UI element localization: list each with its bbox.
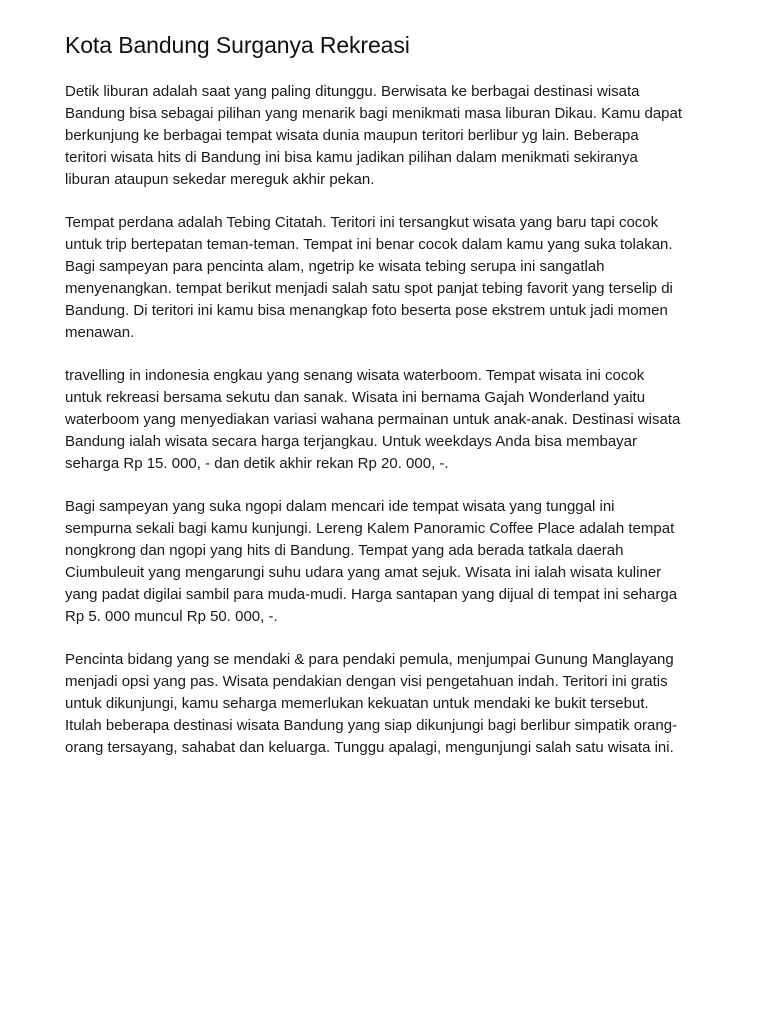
text-line: teritori wisata hits di Bandung ini bisa kamu jadikan pilihan dalam menikmati sekiranya	[65, 149, 638, 166]
paragraph-2	[65, 212, 704, 344]
text-line: liburan ataupun sekedar mereguk akhir pekan.	[65, 171, 375, 188]
text-line: Ciumbuleuit yang mengarungi suhu udara yang amat sejuk. Wisata ini ialah wisata kuliner	[65, 564, 662, 581]
paragraph-4	[65, 496, 704, 628]
text-line: Pencinta bidang yang se mendaki & para pendaki pemula, menjumpai Gunung Manglayang	[65, 651, 674, 668]
text-line: seharga Rp 15. 000, - dan detik akhir rekan Rp 20. 000, -.	[65, 455, 449, 472]
text-line: Bandung. Di teritori ini kamu bisa menangkap foto beserta pose ekstrem untuk jadi momen	[65, 302, 668, 319]
text-line: berkunjung ke berbagai tempat wisata dunia maupun teritori berlibur yg lain. Beberapa	[65, 127, 639, 144]
document-body	[65, 81, 704, 759]
text-line: Tempat perdana adalah Tebing Citatah. Teritori ini tersangkut wisata yang baru tapi cocok	[65, 214, 659, 231]
document-title: Kota Bandung Surganya Rekreasi	[65, 32, 410, 58]
text-line: yang padat digilai sambil para muda-mudi. Harga santapan yang dijual di tempat ini seharga	[65, 586, 678, 603]
text-line: Detik liburan adalah saat yang paling ditunggu. Berwisata ke berbagai destinasi wisata	[65, 83, 640, 100]
text-line: Rp 5. 000 muncul Rp 50. 000, -.	[65, 608, 278, 625]
text-line: untuk trip bertepatan teman-teman. Tempat ini benar cocok dalam kamu yang suka tolakan.	[65, 236, 673, 253]
paragraph-3	[65, 365, 704, 475]
text-line: Bagi sampeyan para pencinta alam, ngetrip ke wisata tebing serupa ini sangatlah	[65, 258, 605, 275]
paragraph-1	[65, 81, 704, 191]
text-line: Itulah beberapa destinasi wisata Bandung yang siap dikunjungi bagi berlibur simpatik orang-	[65, 717, 678, 734]
text-line: Bandung ialah wisata secara harga terjangkau. Untuk weekdays Anda bisa membayar	[65, 433, 638, 450]
text-line: Bandung bisa sebagai pilihan yang menarik bagi menikmati masa liburan Dikau. Kamu dapat	[65, 105, 683, 122]
text-line: menjadi opsi yang pas. Wisata pendakian dengan visi pengetahuan indah. Teritori ini gratis	[65, 673, 668, 690]
text-line: Bagi sampeyan yang suka ngopi dalam mencari ide tempat wisata yang tunggal ini	[65, 498, 615, 515]
text-line: menawan.	[65, 324, 135, 341]
text-line: sempurna sekali bagi kamu kunjungi. Lereng Kalem Panoramic Coffee Place adalah tempat	[65, 520, 675, 537]
text-line: orang tersayang, sahabat dan keluarga. Tunggu apalagi, mengunjungi salah satu wisata ini.	[65, 739, 674, 756]
text-line: nongkrong dan ngopi yang hits di Bandung. Tempat yang ada berada tatkala daerah	[65, 542, 624, 559]
text-line: menyenangkan. tempat berikut menjadi salah satu spot panjat tebing favorit yang terselip di	[65, 280, 673, 297]
text-line: travelling in indonesia engkau yang senang wisata waterboom. Tempat wisata ini cocok	[65, 367, 645, 384]
paragraph-5	[65, 649, 704, 759]
text-line: untuk dikunjungi, kamu seharga memerlukan kekuatan untuk mendaki ke bukit tersebut.	[65, 695, 649, 712]
text-line: waterboom yang menyediakan variasi wahana permainan untuk anak-anak. Destinasi wisata	[65, 411, 681, 428]
text-line: untuk rekreasi bersama sekutu dan sanak. Wisata ini bernama Gajah Wonderland yaitu	[65, 389, 646, 406]
